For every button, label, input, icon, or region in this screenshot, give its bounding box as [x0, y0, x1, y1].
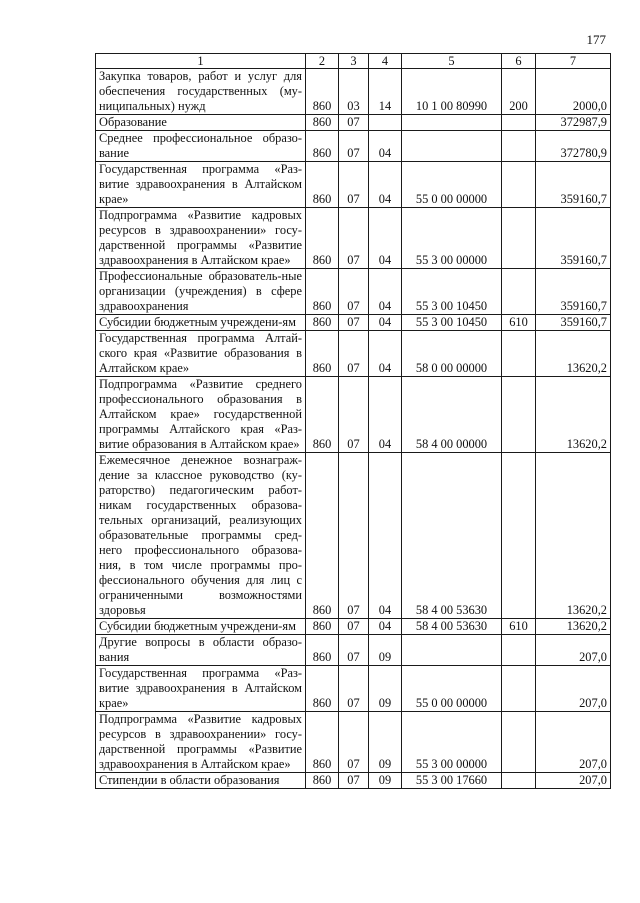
item-name-cell: Среднее профессиональное образо-вание [96, 131, 306, 162]
expense-type-cell [502, 666, 536, 712]
table-row [96, 208, 611, 269]
expense-type-cell [502, 162, 536, 208]
expense-type-cell [502, 131, 536, 162]
expense-type-cell [502, 453, 536, 619]
expense-type-cell [502, 208, 536, 269]
target-article-cell: 55 3 00 10450 [402, 315, 502, 331]
item-name-cell: Ежемесячное денежное вознаграж-дение за классное руководство (ку-раторство) педагогическим работ-никам государственных образова-тельных организаций, реализующих образовательные программы сред-него профессионального образова-ния, в том числе программы про-фессионального обучения для лиц с ограниченными возможностями здоровья [96, 453, 306, 619]
budget-table [95, 53, 611, 789]
section-code-cell: 07 [339, 331, 369, 377]
expense-type-cell [502, 377, 536, 453]
page-number: 177 [586, 32, 606, 47]
target-article-cell: 55 3 00 17660 [402, 773, 502, 789]
item-name-cell: Закупка товаров, работ и услуг для обеспечения государственных (му-ниципальных) нужд [96, 69, 306, 115]
subsection-code-cell: 09 [369, 712, 402, 773]
expense-type-cell [502, 331, 536, 377]
ministry-code-cell: 860 [306, 619, 339, 635]
amount-cell: 2000,0 [536, 69, 611, 115]
section-code-cell: 07 [339, 666, 369, 712]
ministry-code-cell: 860 [306, 115, 339, 131]
subsection-code-cell: 04 [369, 331, 402, 377]
header-cell: 4 [369, 54, 402, 69]
subsection-code-cell: 14 [369, 69, 402, 115]
subsection-code-cell: 04 [369, 208, 402, 269]
table-row [96, 131, 611, 162]
table-body [96, 69, 611, 789]
ministry-code-cell: 860 [306, 69, 339, 115]
ministry-code-cell: 860 [306, 712, 339, 773]
expense-type-cell [502, 269, 536, 315]
subsection-code-cell [369, 115, 402, 131]
ministry-code-cell: 860 [306, 162, 339, 208]
header-row [96, 54, 611, 69]
target-article-cell: 55 3 00 00000 [402, 208, 502, 269]
ministry-code-cell: 860 [306, 131, 339, 162]
target-article-cell [402, 131, 502, 162]
header-cell: 6 [502, 54, 536, 69]
amount-cell: 13620,2 [536, 453, 611, 619]
subsection-code-cell: 04 [369, 619, 402, 635]
ministry-code-cell: 860 [306, 453, 339, 619]
subsection-code-cell: 04 [369, 453, 402, 619]
amount-cell: 207,0 [536, 666, 611, 712]
target-article-cell [402, 115, 502, 131]
section-code-cell: 07 [339, 269, 369, 315]
ministry-code-cell: 860 [306, 208, 339, 269]
subsection-code-cell: 04 [369, 315, 402, 331]
target-article-cell: 58 0 00 00000 [402, 331, 502, 377]
section-code-cell: 07 [339, 162, 369, 208]
expense-type-cell [502, 712, 536, 773]
amount-cell: 359160,7 [536, 208, 611, 269]
item-name-cell: Другие вопросы в области образо-вания [96, 635, 306, 666]
target-article-cell: 55 0 00 00000 [402, 666, 502, 712]
ministry-code-cell: 860 [306, 773, 339, 789]
table-row [96, 269, 611, 315]
expense-type-cell [502, 115, 536, 131]
target-article-cell: 55 3 00 10450 [402, 269, 502, 315]
item-name-cell: Субсидии бюджетным учреждени-ям [96, 315, 306, 331]
ministry-code-cell: 860 [306, 331, 339, 377]
section-code-cell: 07 [339, 635, 369, 666]
subsection-code-cell: 04 [369, 162, 402, 208]
ministry-code-cell: 860 [306, 635, 339, 666]
table-row [96, 773, 611, 789]
amount-cell: 207,0 [536, 773, 611, 789]
expense-type-cell [502, 773, 536, 789]
target-article-cell: 10 1 00 80990 [402, 69, 502, 115]
amount-cell: 207,0 [536, 635, 611, 666]
section-code-cell: 07 [339, 131, 369, 162]
item-name-cell: Государственная программа Алтай-ского края «Развитие образования в Алтайском крае» [96, 331, 306, 377]
target-article-cell [402, 635, 502, 666]
header-cell: 5 [402, 54, 502, 69]
target-article-cell: 55 3 00 00000 [402, 712, 502, 773]
item-name-cell: Государственная программа «Раз-витие здравоохранения в Алтайском крае» [96, 666, 306, 712]
table-row [96, 69, 611, 115]
amount-cell: 207,0 [536, 712, 611, 773]
section-code-cell: 03 [339, 69, 369, 115]
item-name-cell: Государственная программа «Раз-витие здравоохранения в Алтайском крае» [96, 162, 306, 208]
item-name-cell: Подпрограмма «Развитие кадровых ресурсов в здравоохранении» госу-дарственной программы «Развитие здравоохранения в Алтайском крае» [96, 712, 306, 773]
ministry-code-cell: 860 [306, 377, 339, 453]
expense-type-cell [502, 635, 536, 666]
subsection-code-cell: 04 [369, 269, 402, 315]
amount-cell: 13620,2 [536, 377, 611, 453]
subsection-code-cell: 09 [369, 773, 402, 789]
section-code-cell: 07 [339, 115, 369, 131]
table-row [96, 712, 611, 773]
table-row [96, 315, 611, 331]
expense-type-cell: 610 [502, 315, 536, 331]
target-article-cell: 58 4 00 53630 [402, 619, 502, 635]
amount-cell: 372987,9 [536, 115, 611, 131]
amount-cell: 13620,2 [536, 619, 611, 635]
target-article-cell: 58 4 00 00000 [402, 377, 502, 453]
table-row [96, 666, 611, 712]
table-row [96, 619, 611, 635]
table-row [96, 115, 611, 131]
ministry-code-cell: 860 [306, 269, 339, 315]
section-code-cell: 07 [339, 377, 369, 453]
section-code-cell: 07 [339, 712, 369, 773]
subsection-code-cell: 04 [369, 131, 402, 162]
ministry-code-cell: 860 [306, 315, 339, 331]
table-row [96, 377, 611, 453]
section-code-cell: 07 [339, 208, 369, 269]
header-cell: 7 [536, 54, 611, 69]
item-name-cell: Субсидии бюджетным учреждени-ям [96, 619, 306, 635]
table-row [96, 331, 611, 377]
section-code-cell: 07 [339, 619, 369, 635]
header-cell: 1 [96, 54, 306, 69]
subsection-code-cell: 09 [369, 666, 402, 712]
table-row [96, 635, 611, 666]
table-row [96, 162, 611, 208]
amount-cell: 359160,7 [536, 315, 611, 331]
subsection-code-cell: 04 [369, 377, 402, 453]
expense-type-cell: 200 [502, 69, 536, 115]
amount-cell: 372780,9 [536, 131, 611, 162]
target-article-cell: 55 0 00 00000 [402, 162, 502, 208]
item-name-cell: Подпрограмма «Развитие кадровых ресурсов в здравоохранении» госу-дарственной программы «Развитие здравоохранения в Алтайском крае» [96, 208, 306, 269]
expense-type-cell: 610 [502, 619, 536, 635]
amount-cell: 359160,7 [536, 269, 611, 315]
header-cell: 2 [306, 54, 339, 69]
amount-cell: 359160,7 [536, 162, 611, 208]
subsection-code-cell: 09 [369, 635, 402, 666]
target-article-cell: 58 4 00 53630 [402, 453, 502, 619]
header-cell: 3 [339, 54, 369, 69]
section-code-cell: 07 [339, 315, 369, 331]
item-name-cell: Образование [96, 115, 306, 131]
item-name-cell: Профессиональные образователь-ные организации (учреждения) в сфере здравоохранения [96, 269, 306, 315]
section-code-cell: 07 [339, 773, 369, 789]
item-name-cell: Стипендии в области образования [96, 773, 306, 789]
item-name-cell: Подпрограмма «Развитие среднего профессионального образования в Алтайском крае» государственной программы Алтайского края «Раз-витие образования в Алтайском крае» [96, 377, 306, 453]
ministry-code-cell: 860 [306, 666, 339, 712]
table-row [96, 453, 611, 619]
section-code-cell: 07 [339, 453, 369, 619]
amount-cell: 13620,2 [536, 331, 611, 377]
